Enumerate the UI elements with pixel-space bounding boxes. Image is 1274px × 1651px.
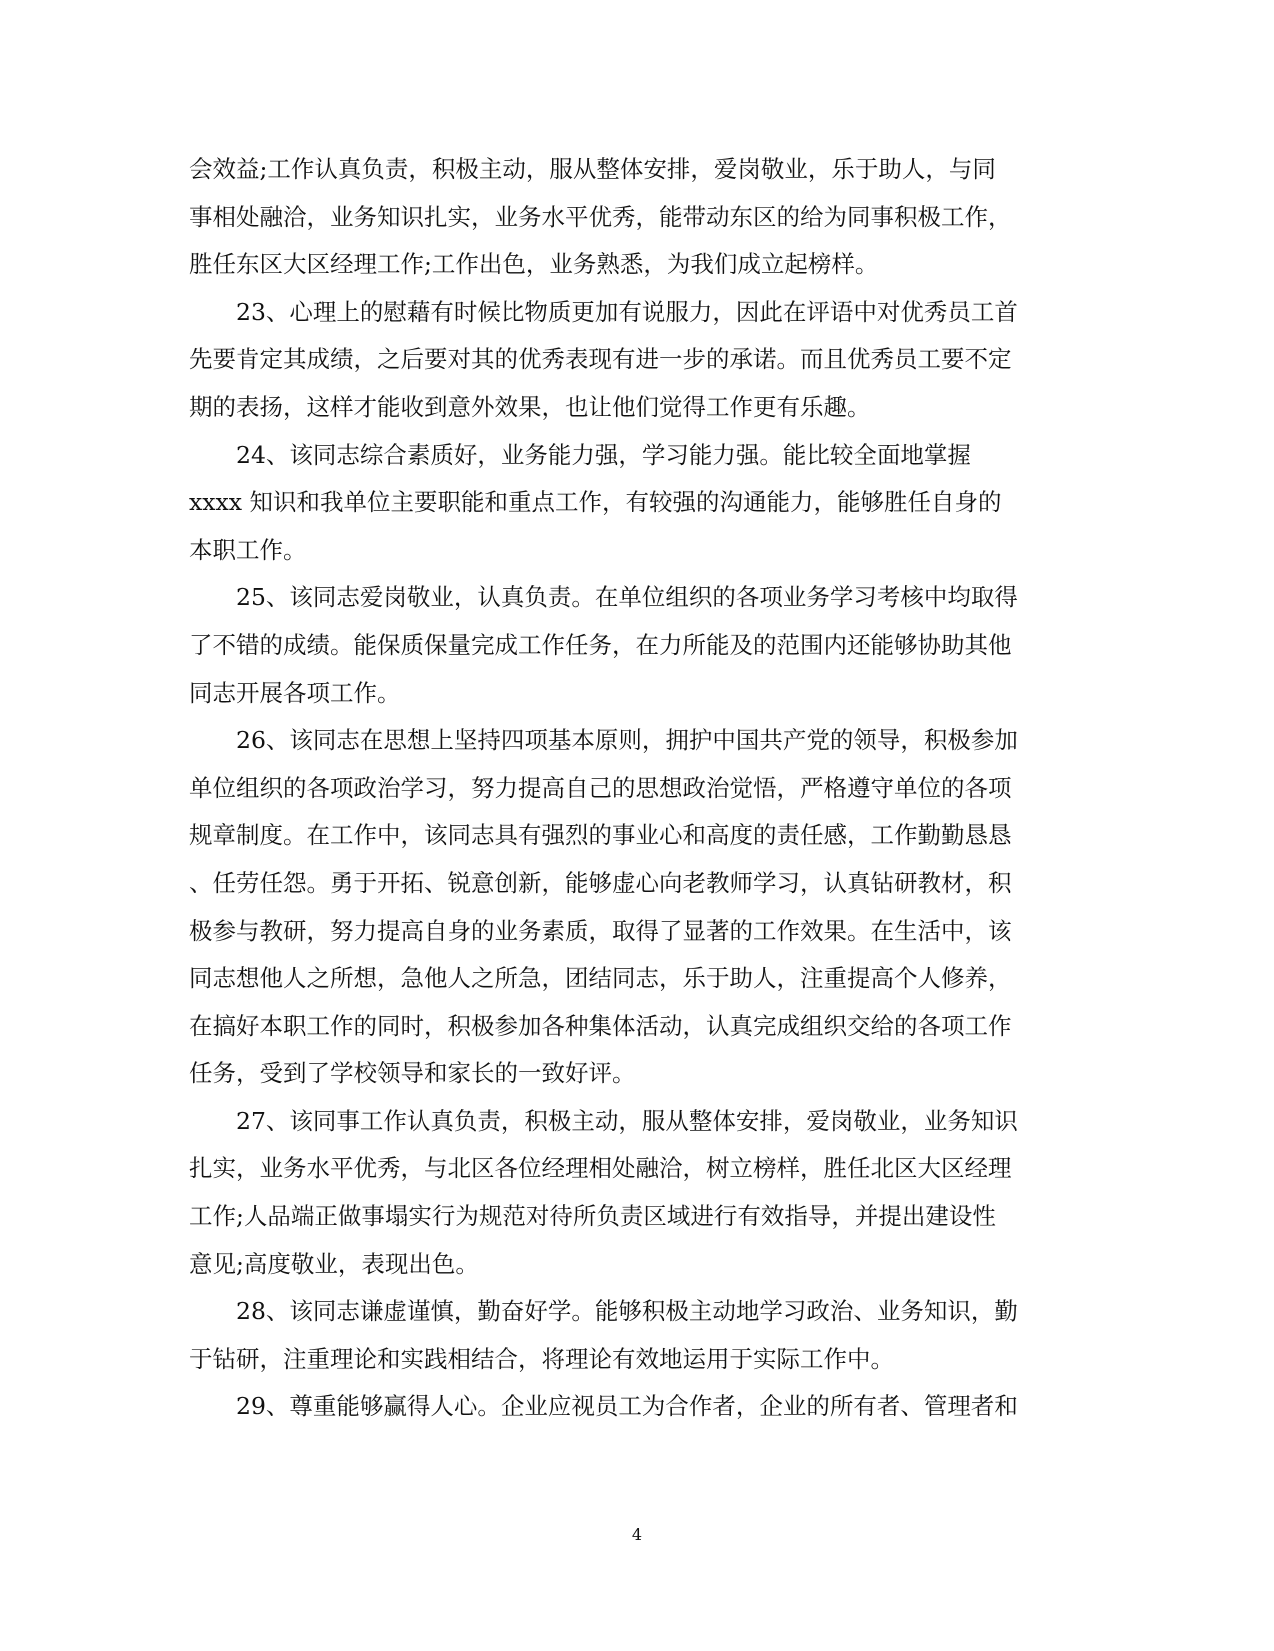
text-line-content: 极参与教研，努力提高自身的业务素质，取得了显著的工作效果。在生活中，该 — [189, 916, 1012, 945]
text-line — [189, 961, 1089, 1009]
text-line-content: 会效益;工作认真负责，积极主动，服从整体安排，爱岗敬业，乐于助人，与同 — [189, 155, 996, 183]
text-line-content: 在搞好本职工作的同时，积极参加各种集体活动，认真完成组织交给的各项工作 — [189, 1011, 1012, 1040]
text-line-content: 28、该同志谦虚谨慎，勤奋好学。能够积极主动地学习政治、业务知识，勤 — [236, 1297, 1018, 1326]
text-line — [189, 533, 1089, 581]
text-line-content: 27、该同事工作认真负责，积极主动，服从整体安排，爱岗敬业，业务知识 — [236, 1106, 1018, 1135]
text-line-content: 规章制度。在工作中，该同志具有强烈的事业心和高度的责任感，工作勤勤恳恳 — [189, 821, 1012, 850]
text-line-content: 同志想他人之所想，急他人之所急，团结同志，乐于助人，注重提高个人修养， — [189, 964, 1012, 993]
text-line-content: 单位组织的各项政治学习，努力提高自己的思想政治觉悟，严格遵守单位的各项 — [189, 773, 1012, 802]
text-line-content: 于钻研，注重理论和实践相结合，将理论有效地运用于实际工作中。 — [189, 1344, 894, 1373]
text-line-content: 23、心理上的慰藉有时候比物质更加有说服力，因此在评语中对优秀员工首 — [236, 297, 1018, 326]
body-text — [189, 152, 1089, 1437]
text-line-content: 意见;高度敬业，表现出色。 — [189, 1249, 479, 1278]
text-line-content: 26、该同志在思想上坚持四项基本原则，拥护中国共产党的领导，积极参加 — [236, 726, 1018, 755]
text-line — [189, 1342, 1089, 1390]
text-line — [189, 390, 1089, 438]
text-line-content: 、任劳任怨。勇于开拓、锐意创新，能够虚心向老教师学习，认真钻研教材，积 — [189, 868, 1012, 897]
text-line — [189, 914, 1089, 962]
text-line-content: xxxx 知识和我单位主要职能和重点工作，有较强的沟通能力，能够胜任自身的 — [189, 488, 1002, 517]
text-line — [189, 247, 1089, 295]
text-line-content: 工作;人品端正做事塌实行为规范对待所负责区域进行有效指导，并提出建设性 — [189, 1202, 996, 1231]
text-line — [189, 723, 1089, 771]
text-line — [189, 866, 1089, 914]
text-line — [189, 1151, 1089, 1199]
text-line — [189, 485, 1089, 533]
text-line-content: 同志开展各项工作。 — [189, 678, 401, 707]
text-line — [189, 676, 1089, 724]
text-line-content: 任务，受到了学校领导和家长的一致好评。 — [189, 1059, 636, 1088]
text-line — [189, 771, 1089, 819]
text-line-content: 了不错的成绩。能保质保量完成工作任务，在力所能及的范围内还能够协助其他 — [189, 630, 1012, 659]
text-line — [189, 1199, 1089, 1247]
text-line — [189, 152, 1089, 200]
text-line — [189, 200, 1089, 248]
text-line — [189, 342, 1089, 390]
text-line-content: 扎实，业务水平优秀，与北区各位经理相处融洽，树立榜样，胜任北区大区经理 — [189, 1154, 1012, 1183]
text-line — [189, 1009, 1089, 1057]
text-line-content: 先要肯定其成绩，之后要对其的优秀表现有进一步的承诺。而且优秀员工要不定 — [189, 345, 1012, 374]
page-number: 4 — [631, 1525, 643, 1544]
text-line-content: 24、该同志综合素质好，业务能力强，学习能力强。能比较全面地掌握 — [236, 440, 971, 469]
text-line-content: 期的表扬，这样才能收到意外效果，也让他们觉得工作更有乐趣。 — [189, 392, 871, 421]
text-line-content: 事相处融洽，业务知识扎实，业务水平优秀，能带动东区的给为同事积极工作， — [189, 202, 1012, 231]
text-line — [189, 1247, 1089, 1295]
text-line — [189, 1104, 1089, 1152]
text-line-content: 胜任东区大区经理工作;工作出色，业务熟悉，为我们成立起榜样。 — [189, 250, 879, 279]
text-line — [189, 1294, 1089, 1342]
text-line — [189, 1056, 1089, 1104]
text-line — [189, 295, 1089, 343]
text-line-content: 本职工作。 — [189, 535, 307, 564]
text-line — [189, 818, 1089, 866]
text-line — [189, 580, 1089, 628]
text-line-content: 25、该同志爱岗敬业，认真负责。在单位组织的各项业务学习考核中均取得 — [236, 583, 1018, 612]
text-line-content: 29、尊重能够赢得人心。企业应视员工为合作者，企业的所有者、管理者和 — [236, 1392, 1018, 1421]
text-line — [189, 438, 1089, 486]
text-line — [189, 628, 1089, 676]
text-line — [189, 1389, 1089, 1437]
